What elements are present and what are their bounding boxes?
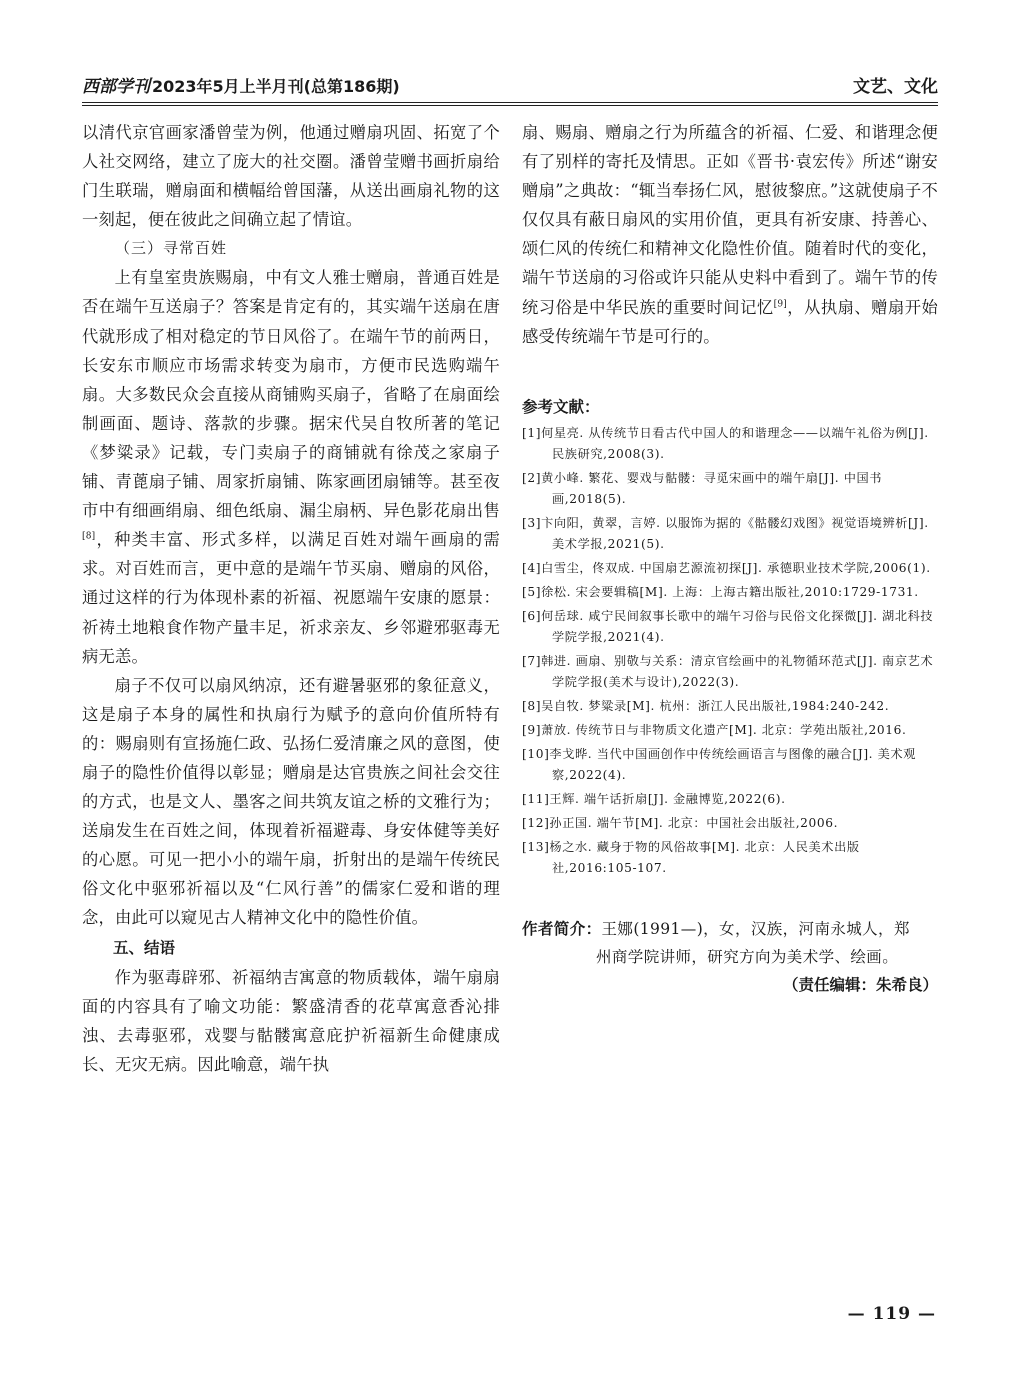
author-line: 王娜(1991—)，女，汉族，河南永城人，郑	[601, 919, 910, 938]
header-rule-thin	[82, 105, 938, 106]
paragraph: 作为驱毒辟邪、祈福纳吉寓意的物质载体，端午扇扇面的内容具有了喻文功能：繁盛清香的花草寓意香沁排浊、去毒驱邪，戏婴与骷髅寓意庇护祈福新生命健康成长、无灾无病。因此喻意，端午执	[82, 967, 500, 1074]
reference-item: [5]徐松. 宋会要辑稿[M]. 上海：上海古籍出版社,2010:1729-1731.	[522, 584, 919, 599]
reference-item: [12]孙正国. 端午节[M]. 北京：中国社会出版社,2006.	[522, 815, 839, 830]
reference-item: [13]杨之水. 藏身于物的风俗故事[M]. 北京：人民美术出版社,2016:105-107.	[522, 839, 860, 875]
paragraph-text: ，种类丰富、形式多样，以满足百姓对端午画扇的需求。对百姓而言，更中意的是端午节买扇、赠扇的风俗，通过这样的行为体现朴素的祈福、祝愿端午安康的愿景：祈祷土地粮食作物产量丰足，祈求亲友、乡邻避邪驱毒无病无恙。	[82, 530, 500, 666]
subsection-heading: （三）寻常百姓	[115, 239, 228, 258]
references-title: 参考文献：	[522, 397, 600, 416]
reference-item: [10]李戈晔. 当代中国画创作中传统绘画语言与图像的融合[J]. 美术观察,2022(4).	[522, 746, 916, 782]
reference-item: [11]王辉. 端午话折扇[J]. 金融博览,2022(6).	[522, 791, 786, 806]
paragraph: 扇子不仅可以扇风纳凉，还有避暑驱邪的象征意义，这是扇子本身的属性和执扇行为赋予的意向价值所特有的：赐扇则有宣扬施仁政、弘扬仁爱清廉之风的意图，使扇子的隐性价值得以彰显；赠扇是达官贵族之间社会交往的方式，也是文人、墨客之间共筑友谊之桥的文雅行为；送扇发生在百姓之间，体现着祈福避毒、身安体健等美好的心愿。可见一把小小的端午扇，折射出的是端午传统民俗文化中驱邪祈福以及“仁风行善”的儒家仁爱和谐的理念，由此可以窥见古人精神文化中的隐性价值。	[82, 675, 500, 928]
reference-item: [9]萧放. 传统节日与非物质文化遗产[M]. 北京：学苑出版社,2016.	[522, 722, 907, 737]
paragraph	[522, 118, 938, 351]
citation: [8]	[82, 531, 96, 542]
references-list	[522, 423, 938, 879]
page-number: — 119 —	[847, 1304, 936, 1324]
paragraph-text: 扇、赐扇、赠扇之行为所蕴含的祈福、仁爱、和谐理念便有了别样的寄托及情思。正如《晋书·袁宏传》所述“谢安赠扇”之典故：“辄当奉扬仁风，慰彼黎庶。”这就使扇子不仅仅具有蔽日扇风的实用价值，更具有祈安康、持善心、颂仁风的传统仁和精神文化隐性价值。随着时代的变化，端午节送扇的习俗或许只能从史料中看到了。端午节的传统习俗是中华民族的重要时间记忆	[522, 123, 938, 317]
author-line: 州商学院讲师，研究方向为美术学、绘画。	[596, 947, 899, 966]
section-name: 文艺、文化	[853, 77, 938, 97]
paragraph: 以清代京官画家潘曾莹为例，他通过赠扇巩固、拓宽了个人社交网络，建立了庞大的社交圈。潘曾莹赠书画折扇给门生联瑞，赠扇面和横幅给曾国藩，从送出画扇礼物的这一刻起，便在彼此之间确立起了情谊。	[82, 123, 500, 230]
page-header	[82, 72, 938, 102]
reference-item: [2]黄小峰. 繁花、婴戏与骷髅：寻觅宋画中的端午扇[J]. 中国书画,2018(5).	[522, 470, 883, 506]
reference-item: [4]白雪尘，佟双成. 中国扇艺源流初探[J]. 承德职业技术学院,2006(1).	[522, 560, 931, 575]
paragraph-text: ，从执扇、赠扇开始感受传统端午节是可行的。	[522, 297, 938, 346]
header-rule	[82, 102, 938, 103]
section-heading: 五、结语	[113, 938, 176, 957]
reference-item: [7]韩进. 画扇、别敬与关系：清京官绘画中的礼物循环范式[J]. 南京艺术学院学报(美术与设计),2022(3).	[522, 653, 934, 689]
journal-info	[82, 72, 400, 97]
reference-item: [1]何星亮. 从传统节日看古代中国人的和谐理念——以端午礼俗为例[J]. 民族研究,2008(3).	[522, 425, 929, 461]
reference-item: [6]何岳球. 咸宁民间叙事长歌中的端午习俗与民俗文化探微[J]. 湖北科技学院学报,2021(4).	[522, 608, 934, 644]
reference-item: [3]卞向阳，黄翠，言婷. 以服饰为据的《骷髅幻戏图》视觉语境辨析[J]. 美术学报,2021(5).	[522, 515, 929, 551]
left-column	[82, 118, 500, 1079]
paragraph	[82, 263, 500, 670]
right-column	[522, 118, 938, 999]
journal-issue: 2023年5月上半月刊(总第186期)	[152, 77, 400, 96]
paragraph-text: 上有皇室贵族赐扇，中有文人雅士赠扇，普通百姓是否在端午互送扇子？答案是肯定有的，其实端午送扇在唐代就形成了相对稳定的节日风俗了。在端午节的前两日，长安东市顺应市场需求转变为扇市，方便市民选购端午扇。大多数民众会直接从商铺购买扇子，省略了在扇面绘制画面、题诗、落款的步骤。据宋代吴自牧所著的笔记《梦粱录》记载，专门卖扇子的商铺就有徐茂之家扇子铺、青蓖扇子铺、周家折扇铺、陈家画团扇铺等。甚至夜市中有细画绢扇、细色纸扇、漏尘扇柄、异色影花扇出售	[82, 268, 500, 521]
author-label: 作者简介：	[522, 919, 602, 938]
citation: [9]	[773, 299, 787, 310]
editor-note: （责任编辑：朱希良）	[782, 975, 938, 994]
reference-item: [8]吴自牧. 梦粱录[M]. 杭州：浙江人民出版社,1984:240-242.	[522, 698, 890, 713]
journal-logo: 西部学刊	[82, 77, 150, 97]
author-bio	[522, 915, 938, 971]
